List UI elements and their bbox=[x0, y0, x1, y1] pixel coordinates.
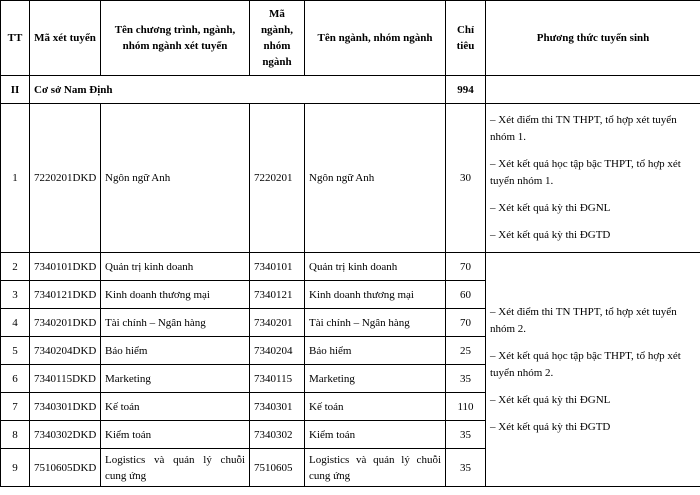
methods-group-1 bbox=[486, 104, 700, 253]
row-quota: 70 bbox=[446, 309, 486, 337]
row-code: 7220201DKD bbox=[30, 104, 101, 253]
row-quota: 60 bbox=[446, 281, 486, 309]
row-code: 7340101DKD bbox=[30, 253, 101, 281]
method-item: – Xét điểm thi TN THPT, tổ hợp xét tuyển nhóm 1. bbox=[490, 114, 677, 143]
section-row bbox=[1, 76, 700, 104]
section-name: Cơ sở Nam Định bbox=[30, 76, 446, 104]
row-tt: 1 bbox=[1, 104, 30, 253]
row-program: Kinh doanh thương mại bbox=[101, 281, 250, 309]
row-quota: 110 bbox=[446, 393, 486, 421]
row-program: Logistics và quản lý chuỗi cung ứng bbox=[101, 449, 250, 487]
header-chi-tieu: Chỉ tiêu bbox=[446, 1, 486, 76]
row-major: Kinh doanh thương mại bbox=[305, 281, 446, 309]
method-item: – Xét kết quả kỳ thi ĐGNL bbox=[490, 202, 611, 214]
row-program: Ngôn ngữ Anh bbox=[101, 104, 250, 253]
row-major: Kế toán bbox=[305, 393, 446, 421]
header-ma-xet-tuyen: Mã xét tuyển bbox=[30, 1, 101, 76]
section-empty bbox=[486, 76, 700, 104]
row-major: Bảo hiểm bbox=[305, 337, 446, 365]
row-quota: 35 bbox=[446, 449, 486, 487]
method-item: – Xét kết quả học tập bậc THPT, tổ hợp xét tuyển nhóm 2. bbox=[490, 349, 681, 379]
row-program: Kiểm toán bbox=[101, 421, 250, 449]
row-major: Logistics và quản lý chuỗi cung ứng bbox=[305, 449, 446, 487]
row-code: 7340204DKD bbox=[30, 337, 101, 365]
row-program: Bảo hiểm bbox=[101, 337, 250, 365]
row-quota: 30 bbox=[446, 104, 486, 253]
row-program: Quản trị kinh doanh bbox=[101, 253, 250, 281]
row-major: Kiểm toán bbox=[305, 421, 446, 449]
row-major-code: 7340302 bbox=[250, 421, 305, 449]
row-major-code: 7340204 bbox=[250, 337, 305, 365]
row-major: Quản trị kinh doanh bbox=[305, 253, 446, 281]
section-tt: II bbox=[1, 76, 30, 104]
row-program: Marketing bbox=[101, 365, 250, 393]
row-program: Tài chính – Ngân hàng bbox=[101, 309, 250, 337]
row-tt: 9 bbox=[1, 449, 30, 487]
row-major-code: 7340115 bbox=[250, 365, 305, 393]
methods-group-2 bbox=[486, 253, 700, 487]
header-row bbox=[1, 1, 700, 76]
row-quota: 35 bbox=[446, 421, 486, 449]
row-major-code: 7340101 bbox=[250, 253, 305, 281]
row-major: Tài chính – Ngân hàng bbox=[305, 309, 446, 337]
method-item: – Xét kết quả học tập bậc THPT, tổ hợp xét tuyển nhóm 1. bbox=[490, 158, 681, 187]
row-tt: 3 bbox=[1, 281, 30, 309]
header-ten-chuong-trinh: Tên chương trình, ngành, nhóm ngành xét tuyển bbox=[101, 1, 250, 76]
row-code: 7340115DKD bbox=[30, 365, 101, 393]
row-quota: 35 bbox=[446, 365, 486, 393]
header-ten-nganh: Tên ngành, nhóm ngành bbox=[305, 1, 446, 76]
row-code: 7510605DKD bbox=[30, 449, 101, 487]
row-major-code: 7340121 bbox=[250, 281, 305, 309]
row-quota: 70 bbox=[446, 253, 486, 281]
row-major: Marketing bbox=[305, 365, 446, 393]
method-item: – Xét kết quả kỳ thi ĐGTD bbox=[490, 420, 611, 433]
row-code: 7340201DKD bbox=[30, 309, 101, 337]
row-major-code: 7220201 bbox=[250, 104, 305, 253]
row-tt: 6 bbox=[1, 365, 30, 393]
row-code: 7340301DKD bbox=[30, 393, 101, 421]
row-code: 7340121DKD bbox=[30, 281, 101, 309]
method-item: – Xét kết quả kỳ thi ĐGNL bbox=[490, 393, 611, 406]
header-phuong-thuc: Phương thức tuyển sinh bbox=[486, 1, 700, 76]
row-tt: 8 bbox=[1, 421, 30, 449]
row-program: Kế toán bbox=[101, 393, 250, 421]
header-ma-nganh: Mã ngành, nhóm ngành bbox=[250, 1, 305, 76]
table-row bbox=[1, 104, 700, 253]
row-major-code: 7510605 bbox=[250, 449, 305, 487]
row-tt: 2 bbox=[1, 253, 30, 281]
row-tt: 4 bbox=[1, 309, 30, 337]
method-item: – Xét điểm thi TN THPT, tổ hợp xét tuyển nhóm 2. bbox=[490, 305, 677, 335]
row-code: 7340302DKD bbox=[30, 421, 101, 449]
row-quota: 25 bbox=[446, 337, 486, 365]
row-major: Ngôn ngữ Anh bbox=[305, 104, 446, 253]
row-tt: 5 bbox=[1, 337, 30, 365]
section-quota: 994 bbox=[446, 76, 486, 104]
method-item: – Xét kết quả kỳ thi ĐGTD bbox=[490, 229, 611, 241]
header-tt: TT bbox=[1, 1, 30, 76]
row-tt: 7 bbox=[1, 393, 30, 421]
table-row bbox=[1, 253, 700, 281]
row-major-code: 7340201 bbox=[250, 309, 305, 337]
row-major-code: 7340301 bbox=[250, 393, 305, 421]
